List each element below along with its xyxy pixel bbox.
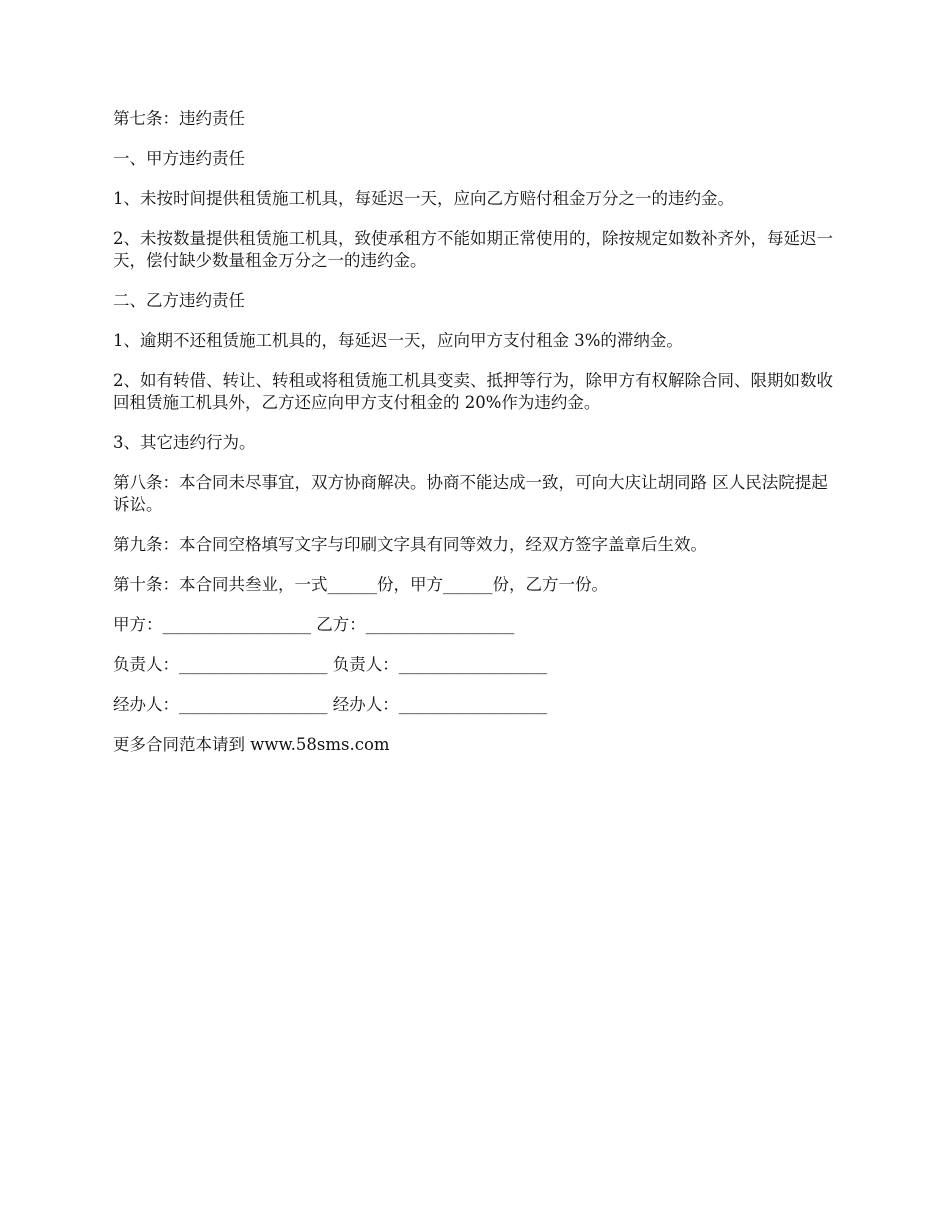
party-a-clause-1: 1、未按时间提供租赁施工机具，每延迟一天，应向乙方赔付租金万分之一的违约金。: [113, 189, 734, 208]
article-8: 第八条：本合同未尽事宜，双方协商解决。协商不能达成一致，可向大庆让胡同路 区人民法院提起诉讼。: [113, 473, 828, 514]
party-b-breach-heading: 二、乙方违约责任: [113, 291, 245, 310]
party-b-clause-2: 2、如有转借、转让、转租或将租赁施工机具变卖、抵押等行为，除甲方有权解除合同、限期如数收回租赁施工机具外，乙方还应向甲方支付租金的 20%作为违约金。: [113, 371, 833, 412]
article-9: 第九条：本合同空格填写文字与印刷文字具有同等效力，经双方签字盖章后生效。: [113, 535, 707, 554]
document-page: [113, 108, 843, 774]
signature-handler-line: 经办人：__________________ 经办人：__________________: [113, 695, 548, 714]
footer-more-templates: 更多合同范本请到 www.58sms.com: [113, 735, 390, 754]
signature-responsible-line: 负责人：__________________ 负责人：__________________: [113, 655, 548, 674]
signature-party-line: 甲方：__________________ 乙方：__________________: [113, 615, 515, 634]
article-7-heading: 第七条：违约责任: [113, 109, 245, 128]
party-b-clause-1: 1、逾期不还租赁施工机具的，每延迟一天，应向甲方支付租金 3%的滞纳金。: [113, 331, 683, 350]
article-10: 第十条：本合同共叁业，一式______份，甲方______份，乙方一份。: [113, 575, 608, 594]
party-a-breach-heading: 一、甲方违约责任: [113, 149, 245, 168]
party-a-clause-2: 2、未按数量提供租赁施工机具，致使承租方不能如期正常使用的，除按规定如数补齐外，每延迟一天，偿付缺少数量租金万分之一的违约金。: [113, 229, 833, 270]
party-b-clause-3: 3、其它违约行为。: [113, 433, 256, 452]
